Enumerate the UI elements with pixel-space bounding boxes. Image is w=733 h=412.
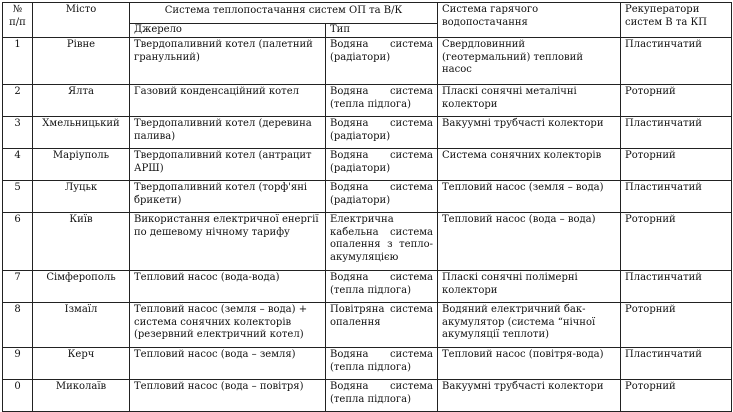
row-number: 6: [3, 213, 33, 271]
hot-water-cell: Свердловинний (геотермальний) тепловий насос: [438, 38, 621, 85]
source-cell: Використання електричної енергії по дешевому нічному тарифу: [130, 213, 326, 271]
row-number: 2: [3, 85, 33, 117]
source-cell: Газовий конденсаційний котел: [130, 85, 326, 117]
header-city: Місто: [33, 3, 130, 38]
city-cell: Київ: [33, 213, 130, 271]
hot-water-cell: Вакуумні трубчасті колектори: [438, 380, 621, 412]
row-number: 0: [3, 380, 33, 412]
hot-water-cell: Система сонячних колекторів: [438, 149, 621, 181]
table-row: [3, 303, 732, 348]
type-cell: Водяна система (радіатори): [326, 149, 438, 181]
source-cell: Тепловий насос (вода – земля): [130, 348, 326, 380]
row-number: 4: [3, 149, 33, 181]
row-number: 7: [3, 271, 33, 303]
type-cell: Водяна система (радіатори): [326, 38, 438, 85]
table-row: [3, 181, 732, 213]
recuperator-cell: Роторний: [621, 149, 732, 181]
type-cell: Водяна система (тепла підлога): [326, 85, 438, 117]
city-cell: Маріуполь: [33, 149, 130, 181]
recuperator-cell: Роторний: [621, 213, 732, 271]
city-cell: Хмельницький: [33, 117, 130, 149]
hot-water-cell: Плаcкі сонячні полімерні колектори: [438, 271, 621, 303]
row-number: 9: [3, 348, 33, 380]
city-cell: Ялта: [33, 85, 130, 117]
header-hot-water: Система гарячого водопостачання: [438, 3, 621, 38]
type-cell: Водяна система (радіатори): [326, 181, 438, 213]
city-cell: Луцьк: [33, 181, 130, 213]
row-number: 8: [3, 303, 33, 348]
source-cell: Твердопаливний котел (деревина палива): [130, 117, 326, 149]
recuperator-cell: Роторний: [621, 85, 732, 117]
table-row: [3, 38, 732, 85]
header-type: Тип: [326, 24, 438, 38]
type-cell: Водяна система (тепла підлога): [326, 348, 438, 380]
city-cell: Сімферополь: [33, 271, 130, 303]
header-source: Джерело: [130, 24, 326, 38]
type-cell: Водяна система (радіатори): [326, 117, 438, 149]
row-number: 3: [3, 117, 33, 149]
city-cell: Рівне: [33, 38, 130, 85]
table-row: [3, 380, 732, 412]
hot-water-cell: Водяний електричний бак-акумулятор (система “нічної акумуляції теплоти): [438, 303, 621, 348]
header-number: № п/п: [3, 3, 33, 38]
source-cell: Тепловий насос (вода – повітря): [130, 380, 326, 412]
table-row: [3, 213, 732, 271]
city-cell: Миколаїв: [33, 380, 130, 412]
source-cell: Тепловий насос (вода-вода): [130, 271, 326, 303]
table-row: [3, 348, 732, 380]
table-row: [3, 149, 732, 181]
source-cell: Твердопаливний котел (палетний гранульний): [130, 38, 326, 85]
hot-water-cell: Вакуумні трубчасті колектори: [438, 117, 621, 149]
recuperator-cell: Пластинчатий: [621, 117, 732, 149]
type-cell: Повітряна система опалення: [326, 303, 438, 348]
source-cell: Тепловий насос (земля – вода) + система сонячних колекторів (резервний електричний котел): [130, 303, 326, 348]
type-cell: Водяна система (тепла підлога): [326, 380, 438, 412]
recuperator-cell: Пластинчатий: [621, 348, 732, 380]
source-cell: Твердопаливний котел (торф'яні брикети): [130, 181, 326, 213]
row-number: 1: [3, 38, 33, 85]
hot-water-cell: Тепловий насос (вода – вода): [438, 213, 621, 271]
heating-systems-table: [2, 2, 732, 412]
source-cell: Твердопаливний котел (антрацит АРШ): [130, 149, 326, 181]
recuperator-cell: Пластинчатий: [621, 271, 732, 303]
table-row: [3, 271, 732, 303]
recuperator-cell: Роторний: [621, 303, 732, 348]
recuperator-cell: Роторний: [621, 380, 732, 412]
hot-water-cell: Плаcкі сонячні металічні колектори: [438, 85, 621, 117]
city-cell: Керч: [33, 348, 130, 380]
recuperator-cell: Пластинчатий: [621, 181, 732, 213]
type-cell: Електрична кабельна система опалення з тепло-акумуляцією: [326, 213, 438, 271]
table-row: [3, 117, 732, 149]
hot-water-cell: Тепловий насос (повітря-вода): [438, 348, 621, 380]
table-header-row: [3, 3, 732, 24]
table-row: [3, 85, 732, 117]
hot-water-cell: Тепловий насос (земля – вода): [438, 181, 621, 213]
header-heating-system: Система теплопостачання систем ОП та В/К: [130, 3, 438, 24]
city-cell: Ізмаїл: [33, 303, 130, 348]
row-number: 5: [3, 181, 33, 213]
type-cell: Водяна система (тепла підлога): [326, 271, 438, 303]
recuperator-cell: Пластинчатий: [621, 38, 732, 85]
header-recuperators: Рекуператори систем В та КП: [621, 3, 732, 38]
